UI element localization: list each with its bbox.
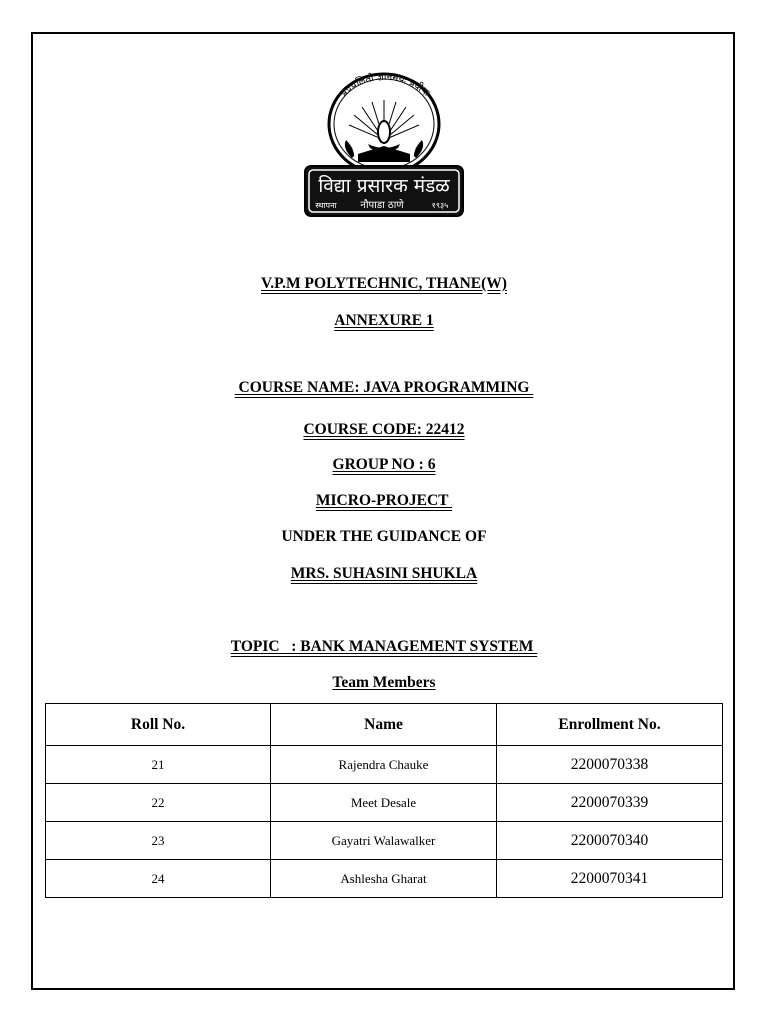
- institution-logo: [302, 68, 466, 220]
- table-row: [46, 822, 723, 860]
- guide-name: MRS. SUHASINI SHUKLA: [290, 565, 478, 582]
- course-code: COURSE CODE: 22412: [303, 421, 465, 438]
- roll-no-cell: 24: [46, 860, 271, 898]
- name-cell: Rajendra Chauke: [271, 746, 497, 784]
- project-topic: TOPIC : BANK MANAGEMENT SYSTEM: [230, 638, 538, 655]
- roll-no-header: Roll No.: [46, 704, 271, 746]
- guidance-label: UNDER THE GUIDANCE OF: [281, 528, 487, 545]
- enrollment-cell: 2200070341: [497, 860, 723, 898]
- table-row: [46, 860, 723, 898]
- enrollment-cell: 2200070340: [497, 822, 723, 860]
- team-members-heading: Team Members: [332, 674, 436, 691]
- table-row: [46, 784, 723, 822]
- enrollment-cell: 2200070338: [497, 746, 723, 784]
- name-cell: Ashlesha Gharat: [271, 860, 497, 898]
- group-number: GROUP NO : 6: [332, 456, 436, 473]
- logo-sub-right: १९३५: [431, 201, 449, 210]
- logo-sub-mid: नौपाडा ठाणे: [360, 200, 404, 211]
- logo-name-text: विद्या प्रसारक मंडळ: [318, 175, 450, 197]
- roll-no-cell: 22: [46, 784, 271, 822]
- course-name: COURSE NAME: JAVA PROGRAMMING: [234, 379, 534, 396]
- name-cell: Gayatri Walawalker: [271, 822, 497, 860]
- team-members-table: [45, 703, 723, 898]
- project-type: MICRO-PROJECT: [315, 492, 453, 509]
- enrollment-header: Enrollment No.: [497, 704, 723, 746]
- name-header: Name: [271, 704, 497, 746]
- institute-name: V.P.M POLYTECHNIC, THANE(W): [261, 275, 507, 292]
- annexure-title: ANNEXURE 1: [334, 312, 434, 329]
- roll-no-cell: 23: [46, 822, 271, 860]
- logo-sub-left: स्थापना: [315, 201, 337, 210]
- roll-no-cell: 21: [46, 746, 271, 784]
- logo-arc-text: प्रज्वलितो ज्ञानमयः प्रदीपः: [338, 71, 432, 99]
- table-row: [46, 746, 723, 784]
- enrollment-cell: 2200070339: [497, 784, 723, 822]
- name-cell: Meet Desale: [271, 784, 497, 822]
- table-header-row: [46, 704, 723, 746]
